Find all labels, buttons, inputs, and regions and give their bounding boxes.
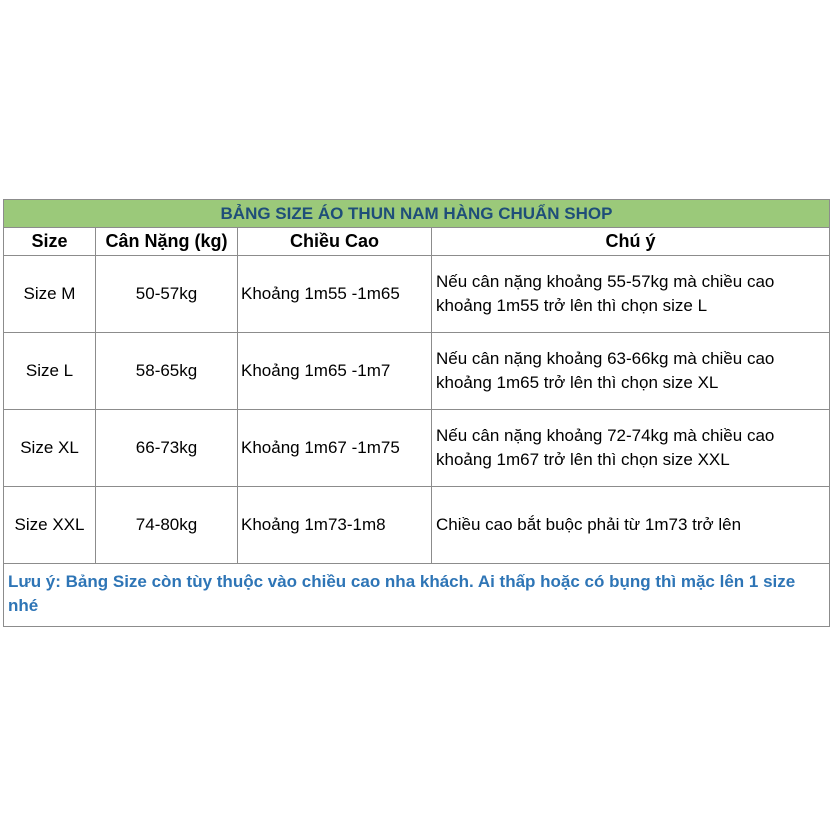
weight-cell: 58-65kg — [96, 333, 238, 410]
weight-cell: 66-73kg — [96, 410, 238, 487]
height-cell: Khoảng 1m55 -1m65 — [238, 256, 432, 333]
table-row — [4, 487, 830, 564]
size-chart-table — [3, 199, 830, 627]
height-cell: Khoảng 1m65 -1m7 — [238, 333, 432, 410]
note-cell: Nếu cân nặng khoảng 72-74kg mà chiều cao khoảng 1m67 trở lên thì chọn size XXL — [432, 410, 830, 487]
table-title: BẢNG SIZE ÁO THUN NAM HÀNG CHUẨN SHOP — [4, 200, 830, 228]
header-note: Chú ý — [432, 228, 830, 256]
table-row — [4, 333, 830, 410]
note-cell: Nếu cân nặng khoảng 63-66kg mà chiều cao khoảng 1m65 trở lên thì chọn size XL — [432, 333, 830, 410]
header-weight: Cân Nặng (kg) — [96, 228, 238, 256]
footer-note: Lưu ý: Bảng Size còn tùy thuộc vào chiều cao nha khách. Ai thấp hoặc có bụng thì mặc lên 1 size nhé — [4, 564, 830, 627]
size-cell: Size L — [4, 333, 96, 410]
note-cell: Nếu cân nặng khoảng 55-57kg mà chiều cao khoảng 1m55 trở lên thì chọn size L — [432, 256, 830, 333]
note-cell: Chiều cao bắt buộc phải từ 1m73 trở lên — [432, 487, 830, 564]
header-size: Size — [4, 228, 96, 256]
size-cell: Size XL — [4, 410, 96, 487]
table-row — [4, 410, 830, 487]
header-row — [4, 228, 830, 256]
weight-cell: 74-80kg — [96, 487, 238, 564]
height-cell: Khoảng 1m67 -1m75 — [238, 410, 432, 487]
weight-cell: 50-57kg — [96, 256, 238, 333]
size-cell: Size XXL — [4, 487, 96, 564]
height-cell: Khoảng 1m73-1m8 — [238, 487, 432, 564]
title-row — [4, 200, 830, 228]
table-row — [4, 256, 830, 333]
size-cell: Size M — [4, 256, 96, 333]
footer-row — [4, 564, 830, 627]
header-height: Chiều Cao — [238, 228, 432, 256]
